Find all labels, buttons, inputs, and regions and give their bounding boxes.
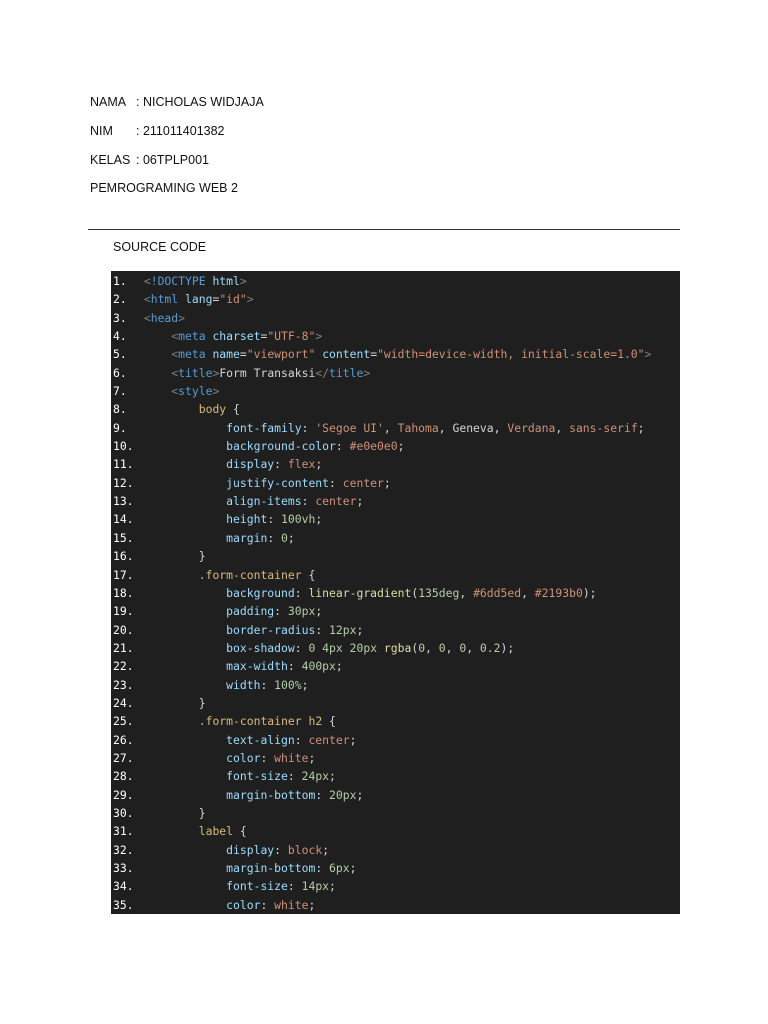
code-token: : xyxy=(287,879,302,894)
code-token: ; xyxy=(287,530,295,545)
code-token: = xyxy=(239,347,247,362)
code-token: , xyxy=(425,640,439,655)
code-token: { xyxy=(226,402,240,417)
code-line xyxy=(111,749,680,767)
code-line xyxy=(111,510,680,528)
code-line xyxy=(111,584,680,602)
code-line xyxy=(111,877,680,895)
code-token: display xyxy=(226,842,275,857)
code-token: : xyxy=(274,457,288,472)
code-token: sans-serif xyxy=(569,420,638,435)
code-token: 0 xyxy=(281,530,288,545)
code-token: color xyxy=(226,750,261,765)
line-number: 25. xyxy=(113,714,134,729)
code-token: Tahoma xyxy=(397,420,439,435)
code-line xyxy=(111,345,680,363)
line-number: 27. xyxy=(113,750,134,765)
code-token: ; xyxy=(322,842,330,857)
code-token: = xyxy=(370,347,378,362)
line-number: 30. xyxy=(113,805,134,820)
code-line xyxy=(111,841,680,859)
code-token: Form Transaksi xyxy=(219,365,316,380)
code-token: : xyxy=(294,732,309,747)
code-token: { xyxy=(233,824,247,839)
code-line xyxy=(111,419,680,437)
code-line xyxy=(111,272,680,290)
code-token: #2193b0 xyxy=(534,585,583,600)
line-number: 8. xyxy=(113,402,127,417)
code-token: < xyxy=(143,292,151,307)
code-token: margin-bottom xyxy=(226,861,316,875)
line-number: 18. xyxy=(113,585,134,600)
code-token: color xyxy=(226,897,261,912)
code-token: : xyxy=(274,842,288,857)
code-token: 400px xyxy=(301,659,336,674)
code-token: align-items xyxy=(226,494,302,509)
code-token: } xyxy=(198,695,206,710)
code-line xyxy=(111,767,680,785)
code-token: meta xyxy=(178,329,206,344)
code-token: ; xyxy=(356,622,364,637)
code-line xyxy=(111,364,680,382)
code-token: , xyxy=(555,420,570,435)
code-token: 12px xyxy=(329,622,357,637)
divider xyxy=(88,229,680,230)
code-token: : xyxy=(315,787,330,802)
code-token: body xyxy=(198,402,227,417)
code-line xyxy=(111,694,680,712)
code-token: display xyxy=(226,457,275,472)
code-token: : xyxy=(294,640,309,655)
line-number: 28. xyxy=(113,769,134,784)
line-number: 6. xyxy=(113,365,127,380)
code-line xyxy=(111,731,680,749)
code-token: label xyxy=(198,824,234,839)
line-number: 16. xyxy=(113,549,134,564)
code-token: "viewport" xyxy=(246,347,316,362)
code-token: < xyxy=(171,347,179,362)
code-token: "width=device-width, initial-scale=1.0" xyxy=(377,347,645,362)
line-number: 35. xyxy=(113,897,134,912)
code-token: > xyxy=(246,292,254,307)
code-token: .form-container h2 xyxy=(198,714,323,729)
code-token: < xyxy=(171,329,179,344)
code-line xyxy=(111,547,680,565)
code-token: center xyxy=(315,494,357,509)
code-line xyxy=(111,712,680,730)
code-token: , xyxy=(466,640,480,655)
code-token: = xyxy=(212,292,220,307)
code-line xyxy=(111,621,680,639)
code-token: 24px xyxy=(301,769,330,784)
code-token: font-size xyxy=(226,769,288,784)
code-token: ; xyxy=(301,677,309,692)
line-number: 13. xyxy=(113,494,134,509)
code-token: > xyxy=(363,365,371,380)
code-token: background-color xyxy=(226,439,336,454)
code-token: padding xyxy=(226,604,275,619)
code-token: html xyxy=(150,292,179,307)
code-token: ; xyxy=(308,897,316,912)
code-token: { xyxy=(322,714,336,729)
code-token: .form-container xyxy=(198,567,302,582)
code-line xyxy=(111,529,680,547)
code-token: < xyxy=(143,310,151,325)
code-token: ; xyxy=(315,512,323,527)
code-token: max-width xyxy=(226,659,288,674)
line-number: 19. xyxy=(113,604,134,619)
code-token: border-radius xyxy=(226,622,316,637)
code-line xyxy=(111,822,680,840)
line-number: 17. xyxy=(113,567,134,582)
code-token: white xyxy=(274,750,309,765)
code-token: meta xyxy=(178,347,206,362)
code-token: ); xyxy=(500,640,515,655)
code-token: } xyxy=(198,805,206,820)
code-line xyxy=(111,474,680,492)
code-token: Verdana xyxy=(507,420,556,435)
code-line xyxy=(111,290,680,308)
code-line xyxy=(111,400,680,418)
code-token: > xyxy=(178,310,186,325)
line-number: 23. xyxy=(113,677,134,692)
code-token: html xyxy=(212,274,240,288)
code-token: : xyxy=(260,897,275,912)
code-token: : xyxy=(260,750,275,765)
code-token: head xyxy=(150,310,179,325)
code-line xyxy=(111,309,680,327)
code-token: charset xyxy=(212,329,261,344)
code-token: justify-content xyxy=(226,475,330,490)
code-token: linear-gradient xyxy=(308,585,412,600)
code-token: content xyxy=(322,347,371,362)
code-token: , xyxy=(445,640,460,655)
line-number: 3. xyxy=(113,310,127,325)
code-token: </ xyxy=(315,365,330,380)
code-token: title xyxy=(329,365,364,380)
code-token: ; xyxy=(329,879,336,894)
code-token: : xyxy=(260,677,275,692)
code-token: margin xyxy=(226,530,268,545)
code-token: : xyxy=(301,420,316,435)
code-token: 'Segoe UI' xyxy=(315,420,384,435)
code-token: ; xyxy=(315,604,323,619)
code-token: 135deg xyxy=(418,585,460,600)
code-token: = xyxy=(260,329,268,344)
code-line xyxy=(111,382,680,400)
line-number: 4. xyxy=(113,329,127,344)
line-number: 5. xyxy=(113,347,127,362)
line-number: 29. xyxy=(113,787,134,802)
line-number: 31. xyxy=(113,824,134,839)
info-label: NAMA xyxy=(90,95,127,109)
line-number: 24. xyxy=(113,695,134,710)
code-token: font-family xyxy=(226,420,302,435)
code-token: : xyxy=(315,622,330,637)
code-token: block xyxy=(287,842,323,857)
code-token: 0 4px 20px xyxy=(308,640,378,655)
code-token: } xyxy=(198,549,206,564)
code-token: : xyxy=(315,861,330,875)
code-token: "id" xyxy=(219,292,247,307)
code-token: 0 xyxy=(459,640,467,655)
info-value: : 06TPLP001 xyxy=(136,152,209,167)
code-token: rgba xyxy=(383,640,412,655)
code-token: ; xyxy=(397,439,405,454)
code-token: center xyxy=(308,732,350,747)
code-token: : xyxy=(267,512,282,527)
line-number: 14. xyxy=(113,512,134,527)
line-number: 26. xyxy=(113,732,134,747)
code-token: Geneva xyxy=(452,420,494,435)
code-token: center xyxy=(342,475,384,490)
code-token: ; xyxy=(335,659,343,674)
code-token: white xyxy=(274,897,309,912)
info-value: : NICHOLAS WIDJAJA xyxy=(136,95,264,109)
code-token: > xyxy=(644,347,652,362)
code-token: , xyxy=(438,420,453,435)
code-token: { xyxy=(301,567,316,582)
code-token: height xyxy=(226,512,268,527)
code-token: > xyxy=(212,365,220,380)
code-line xyxy=(111,566,680,584)
line-number: 32. xyxy=(113,842,134,857)
code-token: width xyxy=(226,677,261,692)
code-token: ; xyxy=(356,494,364,509)
code-token: text-align xyxy=(226,732,295,747)
code-token: : xyxy=(274,604,288,619)
line-number: 33. xyxy=(113,861,134,875)
code-token: !DOCTYPE xyxy=(150,274,206,288)
line-number: 20. xyxy=(113,622,134,637)
code-token: > xyxy=(315,329,323,344)
code-block xyxy=(111,271,680,914)
code-line xyxy=(111,804,680,822)
code-token: < xyxy=(171,384,179,399)
code-token: 100% xyxy=(274,677,302,692)
code-token: "UTF-8" xyxy=(267,329,316,344)
code-token xyxy=(377,641,384,655)
code-token: : xyxy=(335,439,350,454)
code-token: ); xyxy=(582,585,597,600)
code-line xyxy=(111,602,680,620)
code-token: ( xyxy=(411,640,419,655)
code-token: flex xyxy=(287,457,316,472)
code-line xyxy=(111,492,680,510)
line-number: 22. xyxy=(113,659,134,674)
line-number: 34. xyxy=(113,879,134,894)
code-token: ; xyxy=(383,475,391,490)
line-number: 12. xyxy=(113,475,134,490)
code-token: , xyxy=(383,420,398,435)
line-number: 21. xyxy=(113,640,134,655)
line-number: 10. xyxy=(113,439,134,454)
code-token: > xyxy=(212,384,220,399)
code-token: ; xyxy=(315,457,323,472)
code-token: ; xyxy=(349,732,357,747)
code-token: : xyxy=(294,585,309,600)
code-token: , xyxy=(521,585,535,600)
code-token: 100vh xyxy=(281,512,316,527)
code-token: font-size xyxy=(226,879,288,894)
code-line xyxy=(111,437,680,455)
code-token: , xyxy=(493,420,508,435)
code-line xyxy=(111,676,680,694)
code-line xyxy=(111,896,680,914)
code-token: style xyxy=(178,384,213,399)
code-token: background xyxy=(226,585,295,600)
code-token: 20px xyxy=(329,787,357,802)
code-token: #6dd5ed xyxy=(473,585,522,600)
code-token: ( xyxy=(411,585,419,600)
code-token: #e0e0e0 xyxy=(349,439,398,454)
line-number: 9. xyxy=(113,420,127,435)
code-token: : xyxy=(287,659,302,674)
code-token: title xyxy=(178,365,213,380)
code-line xyxy=(111,657,680,675)
code-token: : xyxy=(301,494,316,509)
code-token: : xyxy=(329,475,343,490)
code-token: > xyxy=(239,274,247,288)
code-token xyxy=(178,292,185,306)
code-token: , xyxy=(459,585,474,600)
course-name: PEMROGRAMING WEB 2 xyxy=(90,181,238,196)
line-number: 15. xyxy=(113,530,134,545)
code-token: : xyxy=(267,530,282,545)
line-number: 11. xyxy=(113,457,134,472)
code-token: ; xyxy=(356,787,364,802)
code-token: 14px xyxy=(301,879,330,894)
code-token: ; xyxy=(637,420,645,435)
code-token: : xyxy=(287,769,302,784)
code-line xyxy=(111,639,680,657)
code-token: ; xyxy=(308,750,316,765)
code-token: 30px xyxy=(287,604,316,619)
info-label: KELAS xyxy=(90,152,131,167)
info-label: NIM xyxy=(90,123,113,138)
code-token: name xyxy=(212,347,240,362)
line-number: 1. xyxy=(113,274,127,288)
info-row-nim xyxy=(90,122,264,151)
info-value: : 211011401382 xyxy=(136,123,225,138)
code-token: margin-bottom xyxy=(226,787,316,802)
section-title: SOURCE CODE xyxy=(113,240,207,254)
student-info xyxy=(90,93,264,208)
code-token: lang xyxy=(185,292,213,307)
code-token: 0.2 xyxy=(479,640,501,655)
code-token: ; xyxy=(349,861,357,875)
info-row-nama xyxy=(90,93,264,122)
code-token: < xyxy=(143,274,151,288)
code-token: < xyxy=(171,365,179,380)
line-number: 2. xyxy=(113,292,127,307)
code-line xyxy=(111,786,680,804)
code-token: 6px xyxy=(329,861,350,875)
line-number: 7. xyxy=(113,384,127,399)
code-line xyxy=(111,327,680,345)
code-line xyxy=(111,859,680,877)
code-token: 0 xyxy=(438,640,446,655)
code-token: box-shadow xyxy=(226,640,295,655)
info-row-kelas xyxy=(90,151,264,180)
code-line xyxy=(111,455,680,473)
code-token: 0 xyxy=(418,640,426,655)
code-token: ; xyxy=(329,769,336,784)
